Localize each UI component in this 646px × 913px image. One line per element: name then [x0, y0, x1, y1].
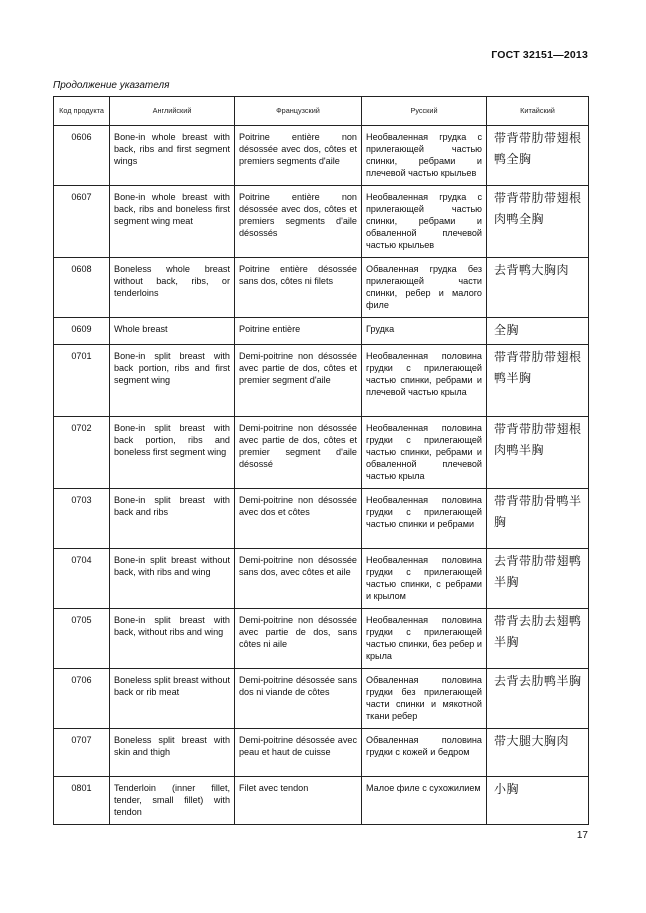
cell-code: 0704 — [54, 549, 110, 609]
cell-english: Boneless whole breast without back, ribs, or tenderloins — [110, 258, 235, 318]
cell-code: 0608 — [54, 258, 110, 318]
cell-chinese: 带背带肋骨鸭半胸 — [487, 489, 589, 549]
page-number: 17 — [576, 830, 588, 841]
header-french: Французский — [235, 97, 362, 126]
cell-code: 0706 — [54, 669, 110, 729]
cell-english: Bone-in split breast with back portion, ribs and first segment wing — [110, 345, 235, 417]
cell-russian: Необваленная половина грудки с прилегающей частью спинки, с ребрами и крылом — [362, 549, 487, 609]
cell-russian: Грудка — [362, 318, 487, 345]
cell-french: Poitrine entière non désossée avec dos, côtes et premiers segments d'aile désossés — [235, 186, 362, 258]
table-row — [54, 669, 589, 729]
continuation-caption: Продолжение указателя — [53, 80, 170, 91]
table-row — [54, 345, 589, 417]
cell-french: Demi-poitrine non désossée avec partie de dos, sans côtes ni aile — [235, 609, 362, 669]
standard-number: ГОСТ 32151—2013 — [491, 49, 588, 61]
cell-chinese: 带背带肋带翅根鸭半胸 — [487, 345, 589, 417]
cell-chinese: 去背鸭大胸肉 — [487, 258, 589, 318]
cell-english: Bone-in whole breast with back, ribs and boneless first segment wing meat — [110, 186, 235, 258]
cell-french: Demi-poitrine désossée avec peau et haut de cuisse — [235, 729, 362, 777]
table-row — [54, 489, 589, 549]
cell-chinese: 去背带肋带翅鸭半胸 — [487, 549, 589, 609]
cell-english: Bone-in split breast with back, without ribs and wing — [110, 609, 235, 669]
table-row — [54, 549, 589, 609]
cell-english: Bone-in split breast with back and ribs — [110, 489, 235, 549]
cell-russian: Обваленная половина грудки без прилегающей части спинки и мякотной ткани ребер — [362, 669, 487, 729]
cell-english: Boneless split breast without back or rib meat — [110, 669, 235, 729]
cell-chinese: 带背带肋带翅根肉鸭半胸 — [487, 417, 589, 489]
cell-russian: Необваленная половина грудки с прилегающей частью спинки, без ребер и крыла — [362, 609, 487, 669]
cell-code: 0703 — [54, 489, 110, 549]
table-header-row — [54, 97, 589, 126]
cell-russian: Необваленная половина грудки с прилегающей частью спинки, ребрами и плечевой частью крыла — [362, 345, 487, 417]
table-row — [54, 417, 589, 489]
cell-code: 0705 — [54, 609, 110, 669]
cell-russian: Малое филе с сухожилием — [362, 777, 487, 825]
cell-french: Demi-poitrine non désossée avec partie de dos, côtes et premier segment d'aile désossé — [235, 417, 362, 489]
cell-english: Tenderloin (inner fillet, tender, small fillet) with tendon — [110, 777, 235, 825]
table-row — [54, 729, 589, 777]
cell-chinese: 带背去肋去翅鸭半胸 — [487, 609, 589, 669]
table-row — [54, 258, 589, 318]
cell-chinese: 全胸 — [487, 318, 589, 345]
cell-french: Poitrine entière non désossée avec dos, côtes et premiers segments d'aile — [235, 126, 362, 186]
table-row — [54, 318, 589, 345]
header-code: Код продукта — [54, 97, 110, 126]
cell-russian: Необваленная половина грудки с прилегающей частью спинки и ребрами — [362, 489, 487, 549]
cell-russian: Необваленная половина грудки с прилегающей частью спинки, ребрами и обваленной плечевой частью крыла — [362, 417, 487, 489]
cell-russian: Необваленная грудка с прилегающей частью спинки, ребрами и обваленной плечевой частью крыльев — [362, 186, 487, 258]
cell-chinese: 带大腿大胸肉 — [487, 729, 589, 777]
cell-code: 0707 — [54, 729, 110, 777]
cell-code: 0801 — [54, 777, 110, 825]
table-row — [54, 609, 589, 669]
cell-russian: Обваленная грудка без прилегающей части спинки, ребер и малого филе — [362, 258, 487, 318]
cell-code: 0609 — [54, 318, 110, 345]
header-chinese: Китайский — [487, 97, 589, 126]
cell-chinese: 小胸 — [487, 777, 589, 825]
cell-french: Poitrine entière désossée sans dos, côtes ni filets — [235, 258, 362, 318]
cell-english: Whole breast — [110, 318, 235, 345]
cell-chinese: 带背带肋带翅根肉鸭全胸 — [487, 186, 589, 258]
cell-french: Demi-poitrine non désossée avec partie de dos, côtes et premier segment d'aile — [235, 345, 362, 417]
table-row — [54, 777, 589, 825]
table-row — [54, 126, 589, 186]
cell-code: 0607 — [54, 186, 110, 258]
cell-english: Bone-in whole breast with back, ribs and first segment wings — [110, 126, 235, 186]
cell-french: Poitrine entière — [235, 318, 362, 345]
cell-russian: Необваленная грудка с прилегающей частью спинки, ребрами и плечевой частью крыльев — [362, 126, 487, 186]
cell-russian: Обваленная половина грудки с кожей и бедром — [362, 729, 487, 777]
cell-french: Filet avec tendon — [235, 777, 362, 825]
cell-french: Demi-poitrine non désossée avec dos et côtes — [235, 489, 362, 549]
header-russian: Русский — [362, 97, 487, 126]
cell-english: Bone-in split breast without back, with ribs and wing — [110, 549, 235, 609]
cell-code: 0606 — [54, 126, 110, 186]
table-row — [54, 186, 589, 258]
cell-english: Bone-in split breast with back portion, ribs and boneless first segment wing — [110, 417, 235, 489]
cell-chinese: 去背去肋鸭半胸 — [487, 669, 589, 729]
header-english: Английский — [110, 97, 235, 126]
cell-french: Demi-poitrine désossée sans dos ni viande de côtes — [235, 669, 362, 729]
cell-english: Boneless split breast with skin and thigh — [110, 729, 235, 777]
cell-french: Demi-poitrine non désossée sans dos, avec côtes et aile — [235, 549, 362, 609]
cell-code: 0702 — [54, 417, 110, 489]
cell-chinese: 带背带肋带翅根鸭全胸 — [487, 126, 589, 186]
cell-code: 0701 — [54, 345, 110, 417]
product-index-table — [53, 96, 589, 825]
